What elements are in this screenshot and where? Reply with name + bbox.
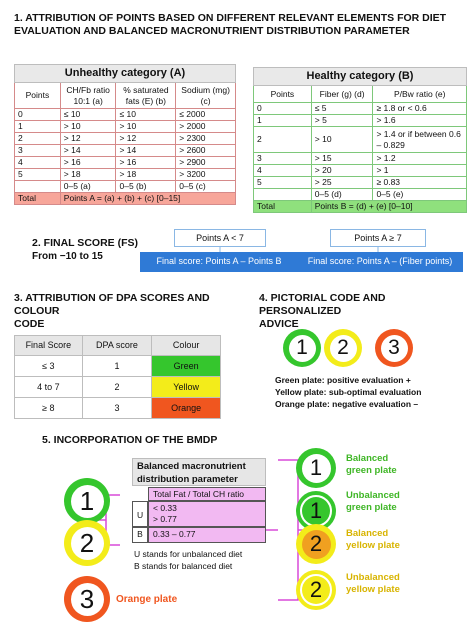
dpa-header: Colour [152, 336, 221, 356]
unhealthy-header: % saturated fats (E) (b) [116, 83, 176, 109]
right-label-unbalanced-yellow [346, 572, 400, 596]
table-cell: > 15 [311, 153, 373, 165]
section5-title: 5. INCORPORATION OF THE BMDP [42, 434, 218, 446]
colour-cell-orange: Orange [152, 398, 221, 419]
table-cell: 3 [254, 153, 312, 165]
u-value: < 0.33 [153, 503, 177, 513]
table-cell: > 10 [116, 121, 176, 133]
table-cell: > 25 [311, 177, 373, 189]
table-cell: > 14 [60, 145, 116, 157]
plate-number: 1 [302, 497, 330, 525]
healthy-caption: Healthy category (B) [254, 68, 467, 86]
section4-title-line1: 4. PICTORIAL CODE AND PERSONALIZED [259, 292, 386, 317]
unhealthy-header: Sodium (mg) (c) [176, 83, 236, 109]
section3-title-line1: 3. ATTRIBUTION OF DPA SCORES AND COLOUR [14, 292, 210, 317]
plate-number: 2 [330, 335, 357, 362]
section1-title-line1: 1. ATTRIBUTION OF POINTS BASED ON DIFFERENT RELEVANT ELEMENTS FOR DIET [14, 12, 447, 24]
table-cell: ≤ 10 [116, 109, 176, 121]
plate-number: 3 [381, 335, 408, 362]
table-cell: ≤ 10 [60, 109, 116, 121]
unbalanced-yellow-plate-icon [296, 570, 336, 610]
table-cell: > 2000 [176, 121, 236, 133]
table-cell: ≥ 0.83 [373, 177, 467, 189]
ratio-header: Total Fat / Total CH ratio [148, 487, 266, 501]
table-cell: > 18 [60, 169, 116, 181]
right-bracket [278, 460, 298, 600]
cond-right-box: Points A ≥ 7 [330, 229, 426, 247]
note-line: B stands for balanced diet [134, 561, 233, 571]
label-line: yellow plate [346, 540, 400, 551]
legend-line: Green plate: positive evaluation + [275, 375, 411, 385]
table-cell: 5 [15, 169, 61, 181]
total-formula: Points A = (a) + (b) + (c) [0–15] [60, 193, 235, 205]
legend-line: Orange plate: negative evaluation – [275, 399, 419, 409]
colour-cell-green: Green [152, 356, 221, 377]
table-cell: > 3200 [176, 169, 236, 181]
total-label: Total [15, 193, 61, 205]
unhealthy-header: CH/Fb ratio 10:1 (a) [60, 83, 116, 109]
plate-number: 1 [289, 335, 316, 362]
balanced-green-plate-icon [296, 448, 336, 488]
balanced-yellow-plate-icon [296, 524, 336, 564]
table-cell: ≤ 2000 [176, 109, 236, 121]
table-cell: > 18 [116, 169, 176, 181]
table-cell: 3 [15, 145, 61, 157]
plate-number: 1 [302, 454, 331, 483]
label-line: Balanced [346, 453, 389, 464]
healthy-header: P/Bw ratio (e) [373, 86, 467, 103]
right-label-unbalanced-green [346, 490, 400, 514]
orange-plate-icon [64, 576, 110, 622]
u-letter: U [132, 501, 148, 527]
unhealthy-caption: Unhealthy category (A) [15, 65, 236, 83]
result-right-box: Final score: Points A – (Fiber points) [297, 252, 463, 272]
label-line: Unbalanced [346, 572, 400, 583]
table-cell: 0–5 (b) [116, 181, 176, 193]
orange-plate-label: Orange plate [116, 594, 178, 605]
table-cell: > 12 [116, 133, 176, 145]
table-cell: ≥ 8 [15, 398, 83, 419]
table-cell: 5 [254, 177, 312, 189]
table-cell: > 20 [311, 165, 373, 177]
table-cell: > 10 [60, 121, 116, 133]
cond-left-box: Points A < 7 [174, 229, 266, 247]
bmdp-notes [134, 548, 242, 572]
result-left-box: Final score: Points A – Points B [140, 252, 298, 272]
section2-subtitle: From −10 to 15 [32, 251, 103, 262]
label-line: Unbalanced [346, 490, 400, 501]
healthy-header: Points [254, 86, 312, 103]
dpa-header: Final Score [15, 336, 83, 356]
legend-line: Yellow plate: sub-optimal evaluation [275, 387, 422, 397]
plate-number: 2 [302, 530, 331, 559]
table-cell: > 1.6 [373, 115, 467, 127]
label-line: green plate [346, 502, 397, 513]
table-cell: 4 to 7 [15, 377, 83, 398]
table-cell: 0 [15, 109, 61, 121]
unhealthy-header: Points [15, 83, 61, 109]
dpa-header: DPA score [82, 336, 152, 356]
table-cell: 1 [254, 115, 312, 127]
table-cell: 1 [82, 356, 152, 377]
b-value: 0.33 – 0.77 [148, 527, 266, 543]
section2-title: 2. FINAL SCORE (FS) [32, 237, 138, 249]
table-cell: 4 [15, 157, 61, 169]
bmdp-box-title: Balanced macronutrient distribution parameter [132, 458, 266, 486]
total-formula: Points B = (d) + (e) [0–10] [311, 201, 466, 213]
table-cell: 0–5 (e) [373, 189, 467, 201]
table-cell: > 1 [373, 165, 467, 177]
label-line: yellow plate [346, 584, 400, 595]
table-cell: > 2900 [176, 157, 236, 169]
label-line: green plate [346, 465, 397, 476]
table-cell: > 2600 [176, 145, 236, 157]
green-plate-icon [64, 478, 110, 524]
plate-number: 3 [71, 583, 104, 616]
right-label-balanced-yellow [346, 528, 400, 552]
table-cell: > 5 [311, 115, 373, 127]
total-label: Total [254, 201, 312, 213]
table-cell: > 10 [311, 127, 373, 153]
plate-number: 2 [302, 576, 330, 604]
table-cell: 0 [254, 103, 312, 115]
table-cell: 3 [82, 398, 152, 419]
table-cell: 2 [82, 377, 152, 398]
table-cell: > 14 [116, 145, 176, 157]
table-cell: 0–5 (a) [60, 181, 116, 193]
plate-number: 2 [71, 527, 104, 560]
b-letter: B [132, 527, 148, 543]
right-label-balanced-green [346, 453, 397, 477]
yellow-plate-icon [64, 520, 110, 566]
table-cell: > 16 [116, 157, 176, 169]
section4-title-line2: ADVICE [259, 318, 299, 330]
table-cell: 2 [254, 127, 312, 153]
table-cell: > 1.4 or if between 0.6 – 0.829 [373, 127, 467, 153]
table-cell: > 1.2 [373, 153, 467, 165]
table-cell: 4 [254, 165, 312, 177]
u-values [148, 501, 266, 527]
table-cell: 0–5 (d) [311, 189, 373, 201]
table-cell: 2 [15, 133, 61, 145]
section1-title-line2: EVALUATION AND BALANCED MACRONUTRIENT DISTRIBUTION PARAMETER [14, 25, 410, 37]
u-value: > 0.77 [153, 514, 177, 524]
table-cell: > 12 [60, 133, 116, 145]
note-line: U stands for unbalanced diet [134, 549, 243, 559]
table-cell: 0–5 (c) [176, 181, 236, 193]
table-cell: > 16 [60, 157, 116, 169]
label-line: Balanced [346, 528, 389, 539]
healthy-header: Fiber (g) (d) [311, 86, 373, 103]
table-cell: ≥ 1.8 or < 0.6 [373, 103, 467, 115]
table-cell: ≤ 3 [15, 356, 83, 377]
section3-title-line2: CODE [14, 318, 45, 330]
plate-number: 1 [71, 485, 104, 518]
table-cell: > 2300 [176, 133, 236, 145]
table-cell: ≤ 5 [311, 103, 373, 115]
table-cell: 1 [15, 121, 61, 133]
colour-cell-yellow: Yellow [152, 377, 221, 398]
